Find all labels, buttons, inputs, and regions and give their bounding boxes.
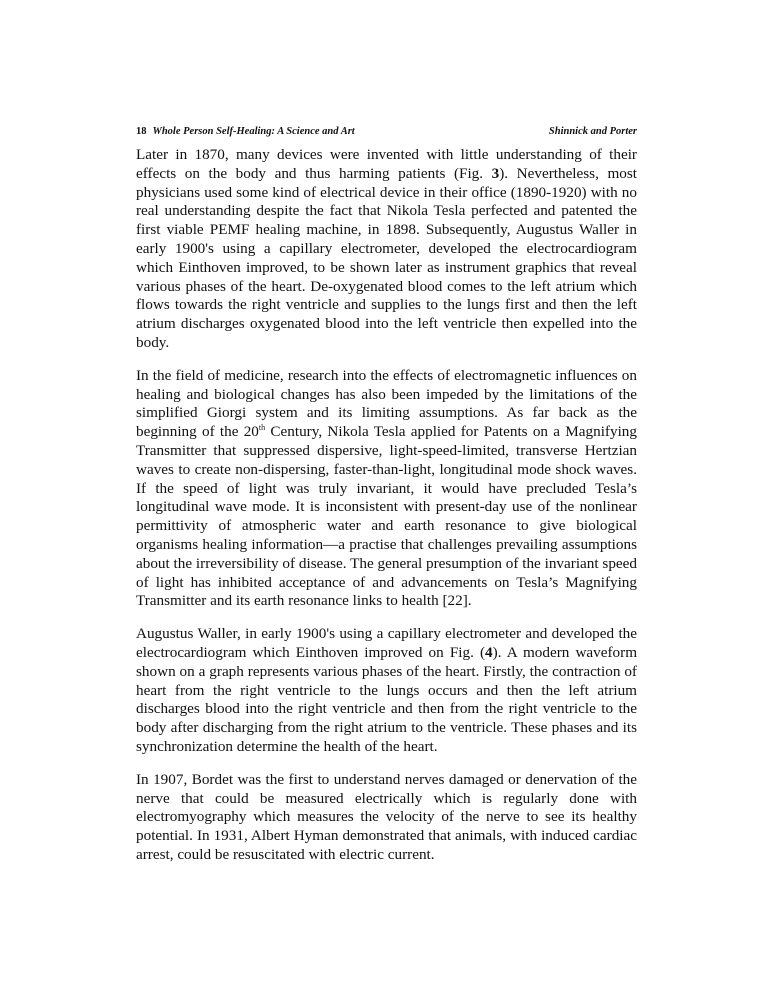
header-left [136,125,355,139]
paragraph-2-text-b: Century, Nikola Tesla applied for Patents on a Magnifying Transmitter that suppressed dispersive, light-speed-limited, transverse Hertzian waves to create non-dispersing, faster-than-light, longitudinal mode shock waves. If the speed of light was truly invariant, it would have precluded Tesla’s longitudinal wave mode. It is inconsistent with present-day use of the nonlinear permittivity of atmospheric water and earth resonance to give biological organisms healing information—a practise that challenges prevailing assumptions about the irreversibility of disease. The general presumption of the invariant speed of light has inhibited acceptance of and advancements on Tesla’s Magnifying Transmitter and its earth resonance links to health [22]. [136,423,637,610]
paragraph-2-text-a: In the field of medicine, research into the effects of electromagnetic influences on healing and biological changes has also been impeded by the limitations of the simplified Giorgi system and its limiting assumptions. As far back as the beginning of the 20 [136,366,637,441]
paragraph-3-text-b: ). A modern waveform shown on a graph represents various phases of the heart. Firstly, the contraction of heart from the right ventricle to the lungs occurs and then the left atrium discharges blood into the right ventricle and then from the right ventricle to the body after discharging from the right atrium to the ventricle. These phases and its synchronization determine the health of the heart. [136,643,638,755]
paragraph-4: In 1907, Bordet was the first to understand nerves damaged or denervation of the nerve that could be measured electrically which is regularly done with electromyography which measures the velocity of the nerve to see its healthy potential. In 1931, Albert Hyman demonstrated that animals, with induced cardiac arrest, could be resuscitated with electric current. [136,770,637,863]
paragraph-1-text-b: ). Nevertheless, most physicians used some kind of electrical device in their office (1890-1920) with no real understanding despite the fact that Nikola Tesla perfected and patented the first viable PEMF healing machine, in 1898. Subsequently, Augustus Waller in early 1900's using a capillary electrometer, developed the electrocardiogram which Einthoven improved, to be shown later as instrument graphics that reveal various phases of the heart. De-oxygenated blood comes to the left atrium which flows towards the right ventricle and supplies to the lungs first and then the left atrium discharges oxygenated blood into the left ventricle then expelled into the body. [136,164,637,351]
book-title: Whole Person Self-Healing: A Science and Art [152,126,355,137]
figure-reference-4: 4 [485,643,493,661]
paragraph-2 [136,367,637,611]
paragraph-1 [136,146,637,353]
figure-reference-3: 3 [491,164,500,182]
superscript-th: th [258,423,266,433]
paragraph-3-text-a: Augustus Waller, in early 1900's using a capillary electrometer and developed the electrocardiogram which Einthoven improved on Fig. ( [136,625,637,661]
paragraph-1-text-a: Later in 1870, many devices were invented with little understanding of their effects on the body and thus harming patients (Fig. [136,146,637,182]
document-page [136,125,637,879]
header-authors: Shinnick and Porter [548,126,637,137]
running-header [136,125,637,139]
page-number: 18 [136,126,147,137]
paragraph-3 [136,625,637,757]
